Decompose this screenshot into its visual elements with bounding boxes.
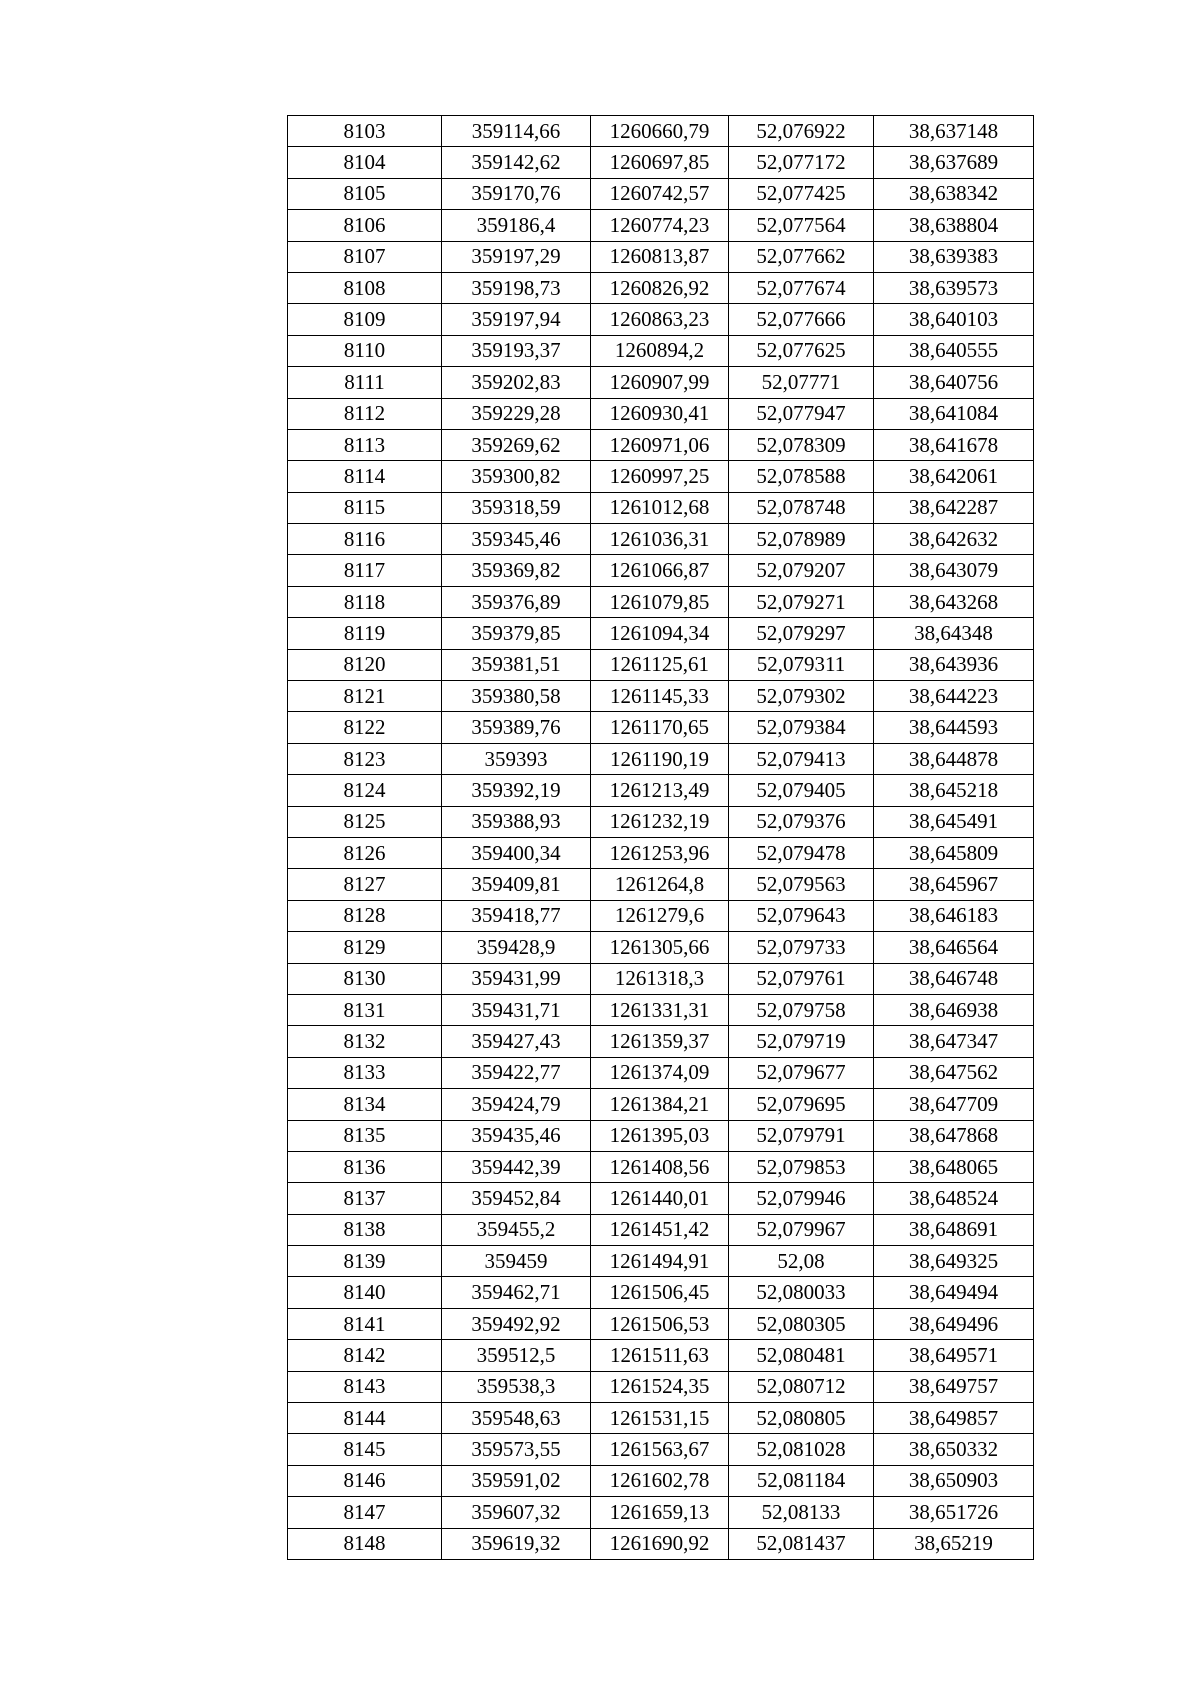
latitude-cell: 52,081437 — [729, 1528, 874, 1559]
table-row — [288, 618, 1034, 649]
y-coordinate-cell: 1261384,21 — [591, 1089, 729, 1120]
y-coordinate-cell: 1261170,65 — [591, 712, 729, 743]
table-row — [288, 1497, 1034, 1528]
table-row — [288, 210, 1034, 241]
latitude-cell: 52,078309 — [729, 429, 874, 460]
longitude-cell: 38,649757 — [874, 1371, 1034, 1402]
y-coordinate-cell: 1260774,23 — [591, 210, 729, 241]
point-number-cell: 8113 — [288, 429, 442, 460]
longitude-cell: 38,648065 — [874, 1151, 1034, 1182]
table-row — [288, 1183, 1034, 1214]
table-row — [288, 1528, 1034, 1559]
y-coordinate-cell: 1261494,91 — [591, 1246, 729, 1277]
x-coordinate-cell: 359186,4 — [442, 210, 591, 241]
longitude-cell: 38,640756 — [874, 367, 1034, 398]
point-number-cell: 8129 — [288, 932, 442, 963]
table-row — [288, 649, 1034, 680]
longitude-cell: 38,650903 — [874, 1465, 1034, 1496]
longitude-cell: 38,645491 — [874, 806, 1034, 837]
latitude-cell: 52,080033 — [729, 1277, 874, 1308]
coordinates-table-body — [288, 116, 1034, 1560]
longitude-cell: 38,637689 — [874, 147, 1034, 178]
longitude-cell: 38,644878 — [874, 743, 1034, 774]
point-number-cell: 8114 — [288, 461, 442, 492]
x-coordinate-cell: 359345,46 — [442, 524, 591, 555]
point-number-cell: 8146 — [288, 1465, 442, 1496]
x-coordinate-cell: 359229,28 — [442, 398, 591, 429]
table-row — [288, 1277, 1034, 1308]
latitude-cell: 52,079376 — [729, 806, 874, 837]
latitude-cell: 52,077674 — [729, 272, 874, 303]
table-row — [288, 178, 1034, 209]
y-coordinate-cell: 1260742,57 — [591, 178, 729, 209]
y-coordinate-cell: 1260930,41 — [591, 398, 729, 429]
point-number-cell: 8125 — [288, 806, 442, 837]
latitude-cell: 52,07771 — [729, 367, 874, 398]
longitude-cell: 38,647347 — [874, 1026, 1034, 1057]
point-number-cell: 8105 — [288, 178, 442, 209]
y-coordinate-cell: 1261602,78 — [591, 1465, 729, 1496]
point-number-cell: 8103 — [288, 116, 442, 147]
point-number-cell: 8106 — [288, 210, 442, 241]
y-coordinate-cell: 1261524,35 — [591, 1371, 729, 1402]
y-coordinate-cell: 1260863,23 — [591, 304, 729, 335]
table-row — [288, 1434, 1034, 1465]
latitude-cell: 52,079967 — [729, 1214, 874, 1245]
x-coordinate-cell: 359418,77 — [442, 900, 591, 931]
longitude-cell: 38,640555 — [874, 335, 1034, 366]
x-coordinate-cell: 359452,84 — [442, 1183, 591, 1214]
y-coordinate-cell: 1261066,87 — [591, 555, 729, 586]
point-number-cell: 8143 — [288, 1371, 442, 1402]
y-coordinate-cell: 1261451,42 — [591, 1214, 729, 1245]
y-coordinate-cell: 1260697,85 — [591, 147, 729, 178]
x-coordinate-cell: 359422,77 — [442, 1057, 591, 1088]
longitude-cell: 38,649496 — [874, 1308, 1034, 1339]
y-coordinate-cell: 1261036,31 — [591, 524, 729, 555]
y-coordinate-cell: 1261079,85 — [591, 586, 729, 617]
longitude-cell: 38,648524 — [874, 1183, 1034, 1214]
y-coordinate-cell: 1261145,33 — [591, 681, 729, 712]
longitude-cell: 38,639573 — [874, 272, 1034, 303]
x-coordinate-cell: 359442,39 — [442, 1151, 591, 1182]
table-row — [288, 492, 1034, 523]
y-coordinate-cell: 1261359,37 — [591, 1026, 729, 1057]
latitude-cell: 52,079311 — [729, 649, 874, 680]
longitude-cell: 38,649325 — [874, 1246, 1034, 1277]
point-number-cell: 8134 — [288, 1089, 442, 1120]
point-number-cell: 8120 — [288, 649, 442, 680]
y-coordinate-cell: 1261253,96 — [591, 837, 729, 868]
y-coordinate-cell: 1261690,92 — [591, 1528, 729, 1559]
point-number-cell: 8145 — [288, 1434, 442, 1465]
longitude-cell: 38,642632 — [874, 524, 1034, 555]
point-number-cell: 8133 — [288, 1057, 442, 1088]
table-row — [288, 304, 1034, 335]
longitude-cell: 38,64348 — [874, 618, 1034, 649]
point-number-cell: 8135 — [288, 1120, 442, 1151]
latitude-cell: 52,077172 — [729, 147, 874, 178]
y-coordinate-cell: 1261506,53 — [591, 1308, 729, 1339]
y-coordinate-cell: 1261506,45 — [591, 1277, 729, 1308]
x-coordinate-cell: 359300,82 — [442, 461, 591, 492]
longitude-cell: 38,646183 — [874, 900, 1034, 931]
longitude-cell: 38,641678 — [874, 429, 1034, 460]
longitude-cell: 38,641084 — [874, 398, 1034, 429]
x-coordinate-cell: 359198,73 — [442, 272, 591, 303]
x-coordinate-cell: 359619,32 — [442, 1528, 591, 1559]
x-coordinate-cell: 359431,71 — [442, 994, 591, 1025]
y-coordinate-cell: 1261094,34 — [591, 618, 729, 649]
table-row — [288, 524, 1034, 555]
table-row — [288, 398, 1034, 429]
table-row — [288, 1151, 1034, 1182]
point-number-cell: 8123 — [288, 743, 442, 774]
longitude-cell: 38,65219 — [874, 1528, 1034, 1559]
table-row — [288, 775, 1034, 806]
y-coordinate-cell: 1260971,06 — [591, 429, 729, 460]
latitude-cell: 52,077662 — [729, 241, 874, 272]
latitude-cell: 52,077625 — [729, 335, 874, 366]
table-row — [288, 1403, 1034, 1434]
point-number-cell: 8138 — [288, 1214, 442, 1245]
latitude-cell: 52,079563 — [729, 869, 874, 900]
x-coordinate-cell: 359427,43 — [442, 1026, 591, 1057]
x-coordinate-cell: 359388,93 — [442, 806, 591, 837]
y-coordinate-cell: 1261531,15 — [591, 1403, 729, 1434]
y-coordinate-cell: 1261213,49 — [591, 775, 729, 806]
latitude-cell: 52,079695 — [729, 1089, 874, 1120]
point-number-cell: 8131 — [288, 994, 442, 1025]
y-coordinate-cell: 1261395,03 — [591, 1120, 729, 1151]
table-row — [288, 272, 1034, 303]
x-coordinate-cell: 359202,83 — [442, 367, 591, 398]
latitude-cell: 52,080305 — [729, 1308, 874, 1339]
y-coordinate-cell: 1260894,2 — [591, 335, 729, 366]
latitude-cell: 52,079946 — [729, 1183, 874, 1214]
table-row — [288, 1246, 1034, 1277]
point-number-cell: 8127 — [288, 869, 442, 900]
table-row — [288, 1089, 1034, 1120]
latitude-cell: 52,077425 — [729, 178, 874, 209]
x-coordinate-cell: 359170,76 — [442, 178, 591, 209]
x-coordinate-cell: 359197,94 — [442, 304, 591, 335]
table-row — [288, 555, 1034, 586]
longitude-cell: 38,637148 — [874, 116, 1034, 147]
x-coordinate-cell: 359591,02 — [442, 1465, 591, 1496]
latitude-cell: 52,076922 — [729, 116, 874, 147]
table-row — [288, 367, 1034, 398]
y-coordinate-cell: 1260826,92 — [591, 272, 729, 303]
latitude-cell: 52,077947 — [729, 398, 874, 429]
point-number-cell: 8126 — [288, 837, 442, 868]
table-row — [288, 963, 1034, 994]
point-number-cell: 8148 — [288, 1528, 442, 1559]
table-row — [288, 837, 1034, 868]
table-row — [288, 335, 1034, 366]
y-coordinate-cell: 1261305,66 — [591, 932, 729, 963]
longitude-cell: 38,647868 — [874, 1120, 1034, 1151]
latitude-cell: 52,077564 — [729, 210, 874, 241]
longitude-cell: 38,646938 — [874, 994, 1034, 1025]
latitude-cell: 52,079384 — [729, 712, 874, 743]
longitude-cell: 38,645218 — [874, 775, 1034, 806]
table-row — [288, 116, 1034, 147]
longitude-cell: 38,638342 — [874, 178, 1034, 209]
table-row — [288, 1340, 1034, 1371]
latitude-cell: 52,078748 — [729, 492, 874, 523]
x-coordinate-cell: 359538,3 — [442, 1371, 591, 1402]
point-number-cell: 8117 — [288, 555, 442, 586]
latitude-cell: 52,080712 — [729, 1371, 874, 1402]
table-row — [288, 712, 1034, 743]
latitude-cell: 52,079413 — [729, 743, 874, 774]
x-coordinate-cell: 359573,55 — [442, 1434, 591, 1465]
table-row — [288, 429, 1034, 460]
point-number-cell: 8108 — [288, 272, 442, 303]
x-coordinate-cell: 359492,92 — [442, 1308, 591, 1339]
latitude-cell: 52,078588 — [729, 461, 874, 492]
y-coordinate-cell: 1261190,19 — [591, 743, 729, 774]
point-number-cell: 8144 — [288, 1403, 442, 1434]
y-coordinate-cell: 1260813,87 — [591, 241, 729, 272]
table-row — [288, 900, 1034, 931]
longitude-cell: 38,645967 — [874, 869, 1034, 900]
x-coordinate-cell: 359269,62 — [442, 429, 591, 460]
x-coordinate-cell: 359380,58 — [442, 681, 591, 712]
x-coordinate-cell: 359428,9 — [442, 932, 591, 963]
latitude-cell: 52,079302 — [729, 681, 874, 712]
table-row — [288, 1308, 1034, 1339]
longitude-cell: 38,642061 — [874, 461, 1034, 492]
point-number-cell: 8147 — [288, 1497, 442, 1528]
longitude-cell: 38,647562 — [874, 1057, 1034, 1088]
longitude-cell: 38,644593 — [874, 712, 1034, 743]
point-number-cell: 8116 — [288, 524, 442, 555]
latitude-cell: 52,079405 — [729, 775, 874, 806]
point-number-cell: 8136 — [288, 1151, 442, 1182]
latitude-cell: 52,079478 — [729, 837, 874, 868]
longitude-cell: 38,639383 — [874, 241, 1034, 272]
table-row — [288, 241, 1034, 272]
y-coordinate-cell: 1261408,56 — [591, 1151, 729, 1182]
point-number-cell: 8112 — [288, 398, 442, 429]
x-coordinate-cell: 359369,82 — [442, 555, 591, 586]
latitude-cell: 52,079271 — [729, 586, 874, 617]
table-row — [288, 806, 1034, 837]
x-coordinate-cell: 359409,81 — [442, 869, 591, 900]
point-number-cell: 8142 — [288, 1340, 442, 1371]
point-number-cell: 8107 — [288, 241, 442, 272]
longitude-cell: 38,644223 — [874, 681, 1034, 712]
point-number-cell: 8132 — [288, 1026, 442, 1057]
x-coordinate-cell: 359431,99 — [442, 963, 591, 994]
latitude-cell: 52,079677 — [729, 1057, 874, 1088]
table-row — [288, 1465, 1034, 1496]
longitude-cell: 38,646748 — [874, 963, 1034, 994]
point-number-cell: 8104 — [288, 147, 442, 178]
longitude-cell: 38,649571 — [874, 1340, 1034, 1371]
point-number-cell: 8115 — [288, 492, 442, 523]
x-coordinate-cell: 359389,76 — [442, 712, 591, 743]
latitude-cell: 52,081028 — [729, 1434, 874, 1465]
point-number-cell: 8118 — [288, 586, 442, 617]
table-row — [288, 743, 1034, 774]
longitude-cell: 38,646564 — [874, 932, 1034, 963]
point-number-cell: 8110 — [288, 335, 442, 366]
longitude-cell: 38,649857 — [874, 1403, 1034, 1434]
y-coordinate-cell: 1261264,8 — [591, 869, 729, 900]
latitude-cell: 52,079207 — [729, 555, 874, 586]
point-number-cell: 8109 — [288, 304, 442, 335]
x-coordinate-cell: 359512,5 — [442, 1340, 591, 1371]
x-coordinate-cell: 359376,89 — [442, 586, 591, 617]
point-number-cell: 8121 — [288, 681, 442, 712]
latitude-cell: 52,079853 — [729, 1151, 874, 1182]
table-row — [288, 1120, 1034, 1151]
longitude-cell: 38,645809 — [874, 837, 1034, 868]
x-coordinate-cell: 359193,37 — [442, 335, 591, 366]
y-coordinate-cell: 1261279,6 — [591, 900, 729, 931]
longitude-cell: 38,647709 — [874, 1089, 1034, 1120]
y-coordinate-cell: 1261374,09 — [591, 1057, 729, 1088]
x-coordinate-cell: 359381,51 — [442, 649, 591, 680]
x-coordinate-cell: 359114,66 — [442, 116, 591, 147]
table-row — [288, 869, 1034, 900]
point-number-cell: 8122 — [288, 712, 442, 743]
table-row — [288, 1371, 1034, 1402]
latitude-cell: 52,080481 — [729, 1340, 874, 1371]
y-coordinate-cell: 1261331,31 — [591, 994, 729, 1025]
latitude-cell: 52,078989 — [729, 524, 874, 555]
latitude-cell: 52,079719 — [729, 1026, 874, 1057]
latitude-cell: 52,079758 — [729, 994, 874, 1025]
longitude-cell: 38,649494 — [874, 1277, 1034, 1308]
x-coordinate-cell: 359142,62 — [442, 147, 591, 178]
table-row — [288, 147, 1034, 178]
table-row — [288, 681, 1034, 712]
longitude-cell: 38,638804 — [874, 210, 1034, 241]
y-coordinate-cell: 1261125,61 — [591, 649, 729, 680]
longitude-cell: 38,650332 — [874, 1434, 1034, 1465]
y-coordinate-cell: 1261232,19 — [591, 806, 729, 837]
latitude-cell: 52,080805 — [729, 1403, 874, 1434]
x-coordinate-cell: 359379,85 — [442, 618, 591, 649]
point-number-cell: 8141 — [288, 1308, 442, 1339]
table-row — [288, 1026, 1034, 1057]
y-coordinate-cell: 1261511,63 — [591, 1340, 729, 1371]
latitude-cell: 52,079643 — [729, 900, 874, 931]
latitude-cell: 52,079791 — [729, 1120, 874, 1151]
x-coordinate-cell: 359462,71 — [442, 1277, 591, 1308]
latitude-cell: 52,079761 — [729, 963, 874, 994]
latitude-cell: 52,08 — [729, 1246, 874, 1277]
y-coordinate-cell: 1261440,01 — [591, 1183, 729, 1214]
y-coordinate-cell: 1260660,79 — [591, 116, 729, 147]
y-coordinate-cell: 1261012,68 — [591, 492, 729, 523]
table-row — [288, 461, 1034, 492]
table-row — [288, 932, 1034, 963]
longitude-cell: 38,642287 — [874, 492, 1034, 523]
point-number-cell: 8139 — [288, 1246, 442, 1277]
point-number-cell: 8128 — [288, 900, 442, 931]
longitude-cell: 38,651726 — [874, 1497, 1034, 1528]
x-coordinate-cell: 359392,19 — [442, 775, 591, 806]
point-number-cell: 8111 — [288, 367, 442, 398]
x-coordinate-cell: 359459 — [442, 1246, 591, 1277]
y-coordinate-cell: 1260907,99 — [591, 367, 729, 398]
latitude-cell: 52,077666 — [729, 304, 874, 335]
table-row — [288, 1057, 1034, 1088]
point-number-cell: 8119 — [288, 618, 442, 649]
point-number-cell: 8140 — [288, 1277, 442, 1308]
latitude-cell: 52,079297 — [729, 618, 874, 649]
y-coordinate-cell: 1260997,25 — [591, 461, 729, 492]
point-number-cell: 8137 — [288, 1183, 442, 1214]
latitude-cell: 52,079733 — [729, 932, 874, 963]
x-coordinate-cell: 359607,32 — [442, 1497, 591, 1528]
point-number-cell: 8130 — [288, 963, 442, 994]
table-row — [288, 994, 1034, 1025]
latitude-cell: 52,081184 — [729, 1465, 874, 1496]
table-row — [288, 1214, 1034, 1245]
table-row — [288, 586, 1034, 617]
longitude-cell: 38,643079 — [874, 555, 1034, 586]
y-coordinate-cell: 1261563,67 — [591, 1434, 729, 1465]
y-coordinate-cell: 1261659,13 — [591, 1497, 729, 1528]
x-coordinate-cell: 359548,63 — [442, 1403, 591, 1434]
x-coordinate-cell: 359400,34 — [442, 837, 591, 868]
x-coordinate-cell: 359435,46 — [442, 1120, 591, 1151]
point-number-cell: 8124 — [288, 775, 442, 806]
x-coordinate-cell: 359393 — [442, 743, 591, 774]
longitude-cell: 38,640103 — [874, 304, 1034, 335]
latitude-cell: 52,08133 — [729, 1497, 874, 1528]
y-coordinate-cell: 1261318,3 — [591, 963, 729, 994]
x-coordinate-cell: 359455,2 — [442, 1214, 591, 1245]
x-coordinate-cell: 359318,59 — [442, 492, 591, 523]
longitude-cell: 38,648691 — [874, 1214, 1034, 1245]
x-coordinate-cell: 359197,29 — [442, 241, 591, 272]
x-coordinate-cell: 359424,79 — [442, 1089, 591, 1120]
longitude-cell: 38,643936 — [874, 649, 1034, 680]
longitude-cell: 38,643268 — [874, 586, 1034, 617]
coordinates-table — [287, 115, 1034, 1560]
